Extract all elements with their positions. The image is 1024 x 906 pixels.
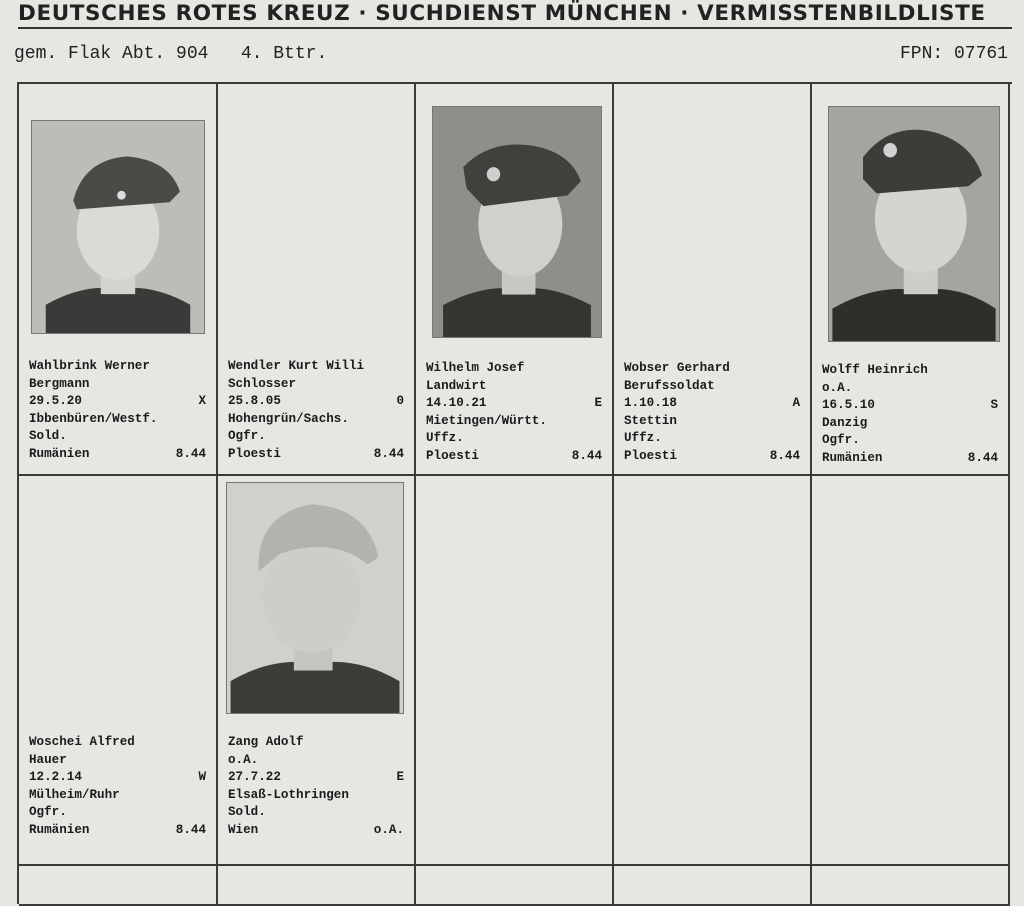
last-location: Ploesti (228, 446, 281, 461)
person-card (29, 734, 206, 840)
person-occupation: Landwirt (426, 378, 487, 393)
birthplace: Mülheim/Ruhr (29, 787, 120, 802)
portrait-photo (31, 120, 205, 334)
person-name: Wendler Kurt Willi (228, 359, 365, 373)
last-location: Ploesti (426, 448, 479, 463)
empty-cell (19, 866, 218, 906)
birth-date: 12.2.14 (29, 770, 82, 785)
empty-cell (812, 476, 1010, 866)
rank: Uffz. (426, 431, 464, 446)
person-card (822, 362, 998, 468)
birthplace: Ibbenbüren/Westf. (29, 411, 158, 426)
birth-date: 1.10.18 (624, 396, 677, 411)
person-name: Wilhelm Josef (426, 361, 525, 375)
person-occupation: o.A. (822, 380, 853, 395)
empty-cell (614, 866, 812, 906)
last-date: 8.44 (175, 446, 206, 461)
person-card (228, 358, 404, 464)
birth-date: 25.8.05 (228, 394, 281, 409)
rank: Uffz. (624, 431, 662, 446)
birth-date: 27.7.22 (228, 770, 281, 785)
code-letter: E (396, 770, 404, 785)
person-name: Wahlbrink Werner (29, 359, 150, 373)
person-cell (19, 476, 218, 866)
last-date: 8.44 (373, 446, 404, 461)
portrait-photo (226, 482, 404, 714)
last-date: 8.44 (967, 450, 998, 465)
person-occupation: Bergmann (29, 376, 90, 391)
person-occupation: Schlosser (228, 376, 297, 391)
person-grid (17, 82, 1012, 904)
rank: Ogfr. (228, 429, 266, 444)
empty-cell (614, 476, 812, 866)
birthplace: Danzig (822, 415, 868, 430)
rank: Sold. (29, 429, 67, 444)
person-card (426, 360, 602, 466)
person-occupation: Berufssoldat (624, 378, 715, 393)
rank: Ogfr. (29, 805, 67, 820)
code-letter: X (198, 394, 206, 409)
empty-cell (416, 476, 614, 866)
person-cell (218, 476, 416, 866)
birth-date: 16.5.10 (822, 398, 875, 413)
birthplace: Hohengrün/Sachs. (228, 411, 349, 426)
last-date: o.A. (373, 822, 404, 837)
rank: Ogfr. (822, 433, 860, 448)
portrait-photo (432, 106, 602, 338)
code-letter: 0 (396, 394, 404, 409)
fpn-label: FPN: 07761 (899, 44, 1008, 64)
empty-cell (416, 866, 614, 906)
last-location: Wien (228, 822, 259, 837)
last-location: Rumänien (29, 446, 90, 461)
person-name: Wobser Gerhard (624, 361, 730, 375)
person-name: Wolff Heinrich (822, 363, 928, 377)
last-location: Ploesti (624, 448, 677, 463)
last-location: Rumänien (29, 822, 90, 837)
code-letter: E (594, 396, 602, 411)
last-date: 8.44 (175, 822, 206, 837)
code-letter: S (990, 398, 998, 413)
birth-date: 14.10.21 (426, 396, 487, 411)
empty-cell (218, 866, 416, 906)
page-title: DEUTSCHES ROTES KREUZ · SUCHDIENST MÜNCHEN · VERMISSTENBILDLISTE (18, 0, 1012, 29)
birth-date: 29.5.20 (29, 394, 82, 409)
last-date: 8.44 (571, 448, 602, 463)
last-location: Rumänien (822, 450, 883, 465)
person-occupation: o.A. (228, 752, 259, 767)
code-letter: W (198, 770, 206, 785)
person-card (29, 358, 206, 464)
birthplace: Stettin (624, 413, 677, 428)
person-cell (812, 84, 1010, 476)
last-date: 8.44 (769, 448, 800, 463)
code-letter: A (792, 396, 800, 411)
person-card (228, 734, 404, 840)
person-name: Zang Adolf (228, 735, 304, 749)
person-occupation: Hauer (29, 752, 67, 767)
person-cell (19, 84, 218, 476)
unit-label: gem. Flak Abt. 904 4. Bttr. (14, 44, 328, 64)
rank: Sold. (228, 805, 266, 820)
person-name: Woschei Alfred (29, 735, 135, 749)
portrait-photo (828, 106, 1000, 342)
person-cell (218, 84, 416, 476)
empty-cell (812, 866, 1010, 906)
birthplace: Mietingen/Württ. (426, 413, 547, 428)
person-card (624, 360, 800, 466)
person-cell (614, 84, 812, 476)
birthplace: Elsaß-Lothringen (228, 787, 349, 802)
person-cell (416, 84, 614, 476)
